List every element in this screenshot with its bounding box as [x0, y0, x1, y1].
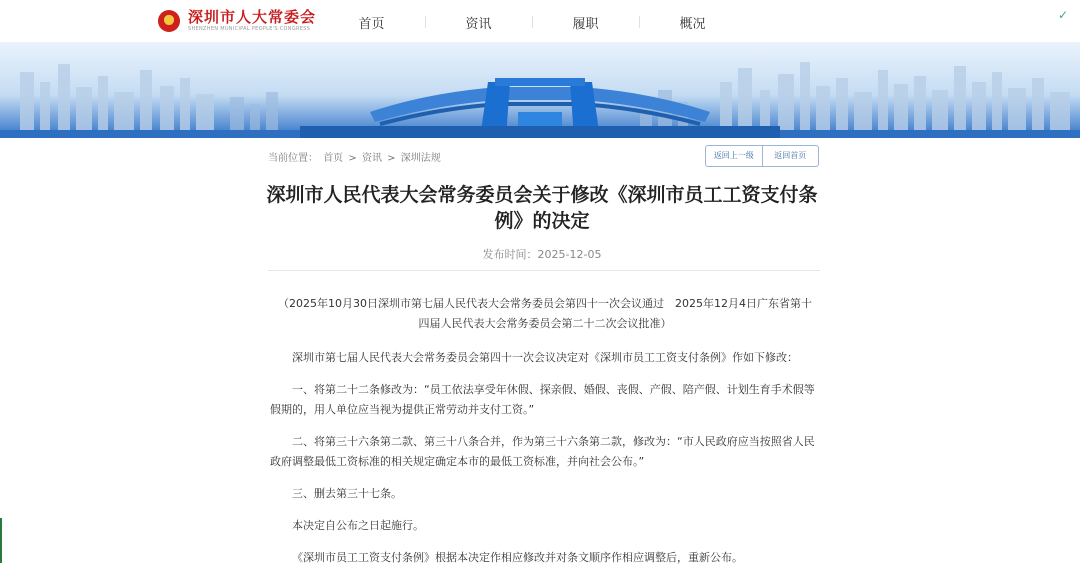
breadcrumb-prefix: 当前位置： [268, 153, 318, 164]
article-body [270, 294, 820, 580]
nav-item-duties[interactable]: 履职 [532, 13, 639, 32]
article-paragraph: 《深圳市员工工资支付条例》根据本决定作相应修改并对条文顺序作相应调整后，重新公布。 [292, 551, 743, 564]
home-button[interactable]: 返回首页 [762, 146, 819, 166]
main-nav [318, 0, 746, 44]
back-button[interactable]: 返回上一级 [713, 151, 754, 160]
breadcrumb-separator: > [387, 153, 396, 164]
nav-item-news[interactable]: 资讯 [425, 13, 532, 32]
browser-extension-icon[interactable]: ✓ [1057, 8, 1069, 22]
logo-subtitle: SHENZHEN MUNICIPAL PEOPLE'S CONGRESS [188, 26, 311, 32]
logo-text [188, 9, 316, 33]
article-paragraph: 一、将第二十二条修改为：“员工依法享受年休假、探亲假、婚假、丧假、产假、陪产假、计划生育手术假等假期的，用人单位应当视为提供正常劳动并支付工资。” [270, 383, 815, 416]
breadcrumb [268, 149, 443, 164]
breadcrumb-home[interactable]: 首页 [323, 153, 344, 164]
window-edge-bar [0, 518, 2, 563]
adoption-note: （2025年10月30日深圳市第七届人民代表大会常务委员会第四十一次会议通过 2025年12月4日广东省第十四届人民代表大会常务委员会第二十二次会议批准） [278, 297, 812, 330]
article-paragraph: 二、将第三十六条第二款、第三十八条合并，作为第三十六条第二款，修改为：“市人民政府应当按照省人民政府调整最低工资标准的相关规定确定本市的最低工资标准，并向社会公布。” [270, 435, 815, 468]
article-title: 深圳市人民代表大会常务委员会关于修改《深圳市员工工资支付条例》的决定 [266, 184, 818, 232]
article-paragraph: 三、删去第三十七条。 [292, 487, 402, 500]
header-banner [0, 42, 1080, 138]
site-logo[interactable] [158, 6, 316, 36]
banner-cityscape-image [0, 42, 1080, 138]
top-header [0, 0, 1080, 44]
national-emblem-icon [158, 10, 180, 32]
title-divider [268, 270, 820, 271]
article-paragraph: 本决定自公布之日起施行。 [292, 519, 424, 532]
logo-title: 深圳市人大常委会 [188, 8, 317, 26]
nav-item-home[interactable]: 首页 [358, 16, 385, 32]
breadcrumb-news[interactable]: 资讯 [361, 153, 382, 164]
publish-date: 发布时间：2025-12-05 [482, 248, 602, 261]
breadcrumb-shenzhen-laws[interactable]: 深圳法规 [400, 153, 441, 164]
article-paragraph: 深圳市第七届人民代表大会常务委员会第四十一次会议决定对《深圳市员工工资支付条例》作如下修改： [292, 351, 798, 364]
breadcrumb-separator: > [348, 153, 357, 164]
page-actions [705, 145, 819, 167]
nav-item-overview[interactable]: 概况 [639, 13, 746, 32]
